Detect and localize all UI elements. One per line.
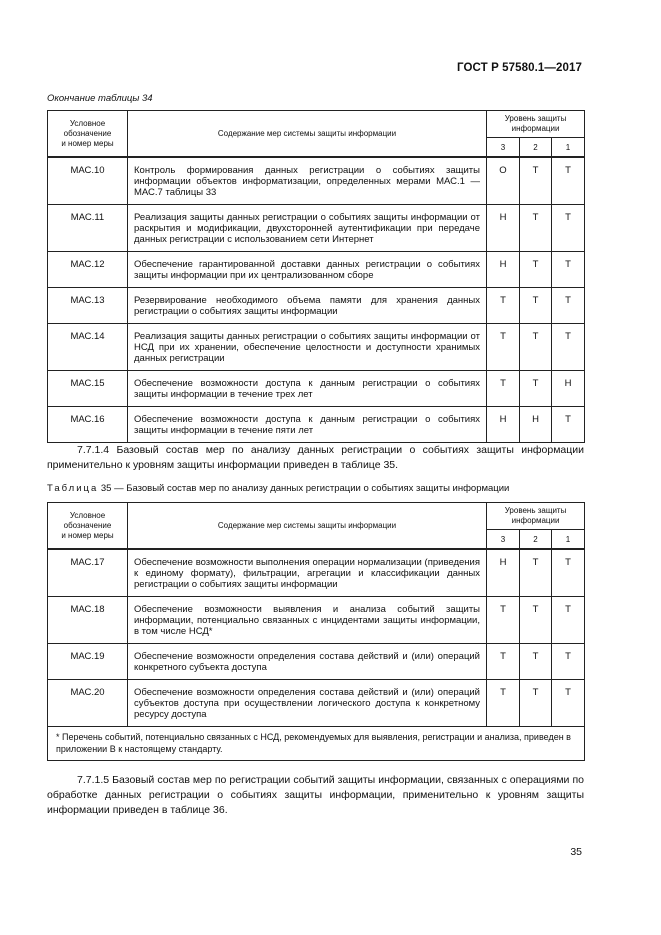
measure-code: МАС.11	[48, 205, 128, 252]
level-3-value: Т	[487, 644, 520, 680]
measure-code: МАС.15	[48, 371, 128, 407]
level-3-value: Т	[487, 371, 520, 407]
paragraph-7-7-1-5	[47, 773, 584, 818]
table-35	[47, 502, 585, 761]
level-2-value: Т	[520, 324, 552, 371]
level-3-value: Т	[487, 324, 520, 371]
column-header-level-3: 3	[487, 530, 520, 550]
paragraph-7-7-1-4	[47, 443, 584, 473]
table-row	[48, 157, 585, 205]
level-1-value: Т	[552, 288, 585, 324]
table-row	[48, 252, 585, 288]
level-2-value: Н	[520, 407, 552, 443]
table-row	[48, 644, 585, 680]
level-3-value: Н	[487, 205, 520, 252]
level-1-value: Т	[552, 680, 585, 727]
paragraph-text: 7.7.1.5 Базовый состав мер по регистрации событий защиты информации, связанных с операциями по обработке данных регистрации о событиях защиты информации, применительно к уровням защиты информации приведен в таблице 36.	[47, 774, 584, 816]
level-1-value: Т	[552, 407, 585, 443]
level-2-value: Т	[520, 252, 552, 288]
level-2-value: Т	[520, 597, 552, 644]
column-header-level-2: 2	[520, 530, 552, 550]
page-number: 35	[570, 846, 582, 858]
level-1-value: Т	[552, 644, 585, 680]
level-1-value: Т	[552, 597, 585, 644]
measure-code: МАС.14	[48, 324, 128, 371]
table-35-caption-label: Таблица	[47, 483, 99, 494]
table-row	[48, 680, 585, 727]
column-header-level-2: 2	[520, 138, 552, 158]
table-footnote: * Перечень событий, потенциально связанных с НСД, рекомендуемых для выявления, регистрации и анализа, приведен в приложении В к настоящему стандарту.	[48, 727, 585, 761]
column-header-code: Условное обозначение и номер меры	[48, 503, 128, 550]
level-3-value: Т	[487, 597, 520, 644]
table-footnote-row	[48, 727, 585, 761]
level-2-value: Т	[520, 644, 552, 680]
level-1-value: Т	[552, 252, 585, 288]
measure-content: Реализация защиты данных регистрации о событиях защиты информации от НСД при их хранении, обеспечение целостности и доступности хранимых данных регистрации	[128, 324, 487, 371]
level-3-value: Н	[487, 252, 520, 288]
document-header-title: ГОСТ Р 57580.1—2017	[457, 62, 582, 74]
level-3-value: Н	[487, 407, 520, 443]
table-row	[48, 597, 585, 644]
table-34-caption: Окончание таблицы 34	[47, 93, 153, 104]
level-3-value: Н	[487, 549, 520, 597]
level-1-value: Т	[552, 205, 585, 252]
measure-content: Обеспечение гарантированной доставки данных регистрации о событиях защиты информации при их централизованном сборе	[128, 252, 487, 288]
table-row	[48, 324, 585, 371]
table-row	[48, 371, 585, 407]
measure-content: Обеспечение возможности выявления и анализа событий защиты информации, потенциально связанных с инцидентами защиты информации, в том числе НСД*	[128, 597, 487, 644]
level-2-value: Т	[520, 549, 552, 597]
column-header-level-3: 3	[487, 138, 520, 158]
measure-content: Контроль формирования данных регистрации о событиях защиты информации объектов информатизации, определенных мерами МАС.1 — МАС.7 таблицы 33	[128, 157, 487, 205]
level-1-value: Т	[552, 549, 585, 597]
measure-code: МАС.18	[48, 597, 128, 644]
measure-content: Резервирование необходимого объема памяти для хранения данных регистрации о событиях защиты информации	[128, 288, 487, 324]
measure-content: Обеспечение возможности определения состава действий и (или) операций конкретного субъекта доступа	[128, 644, 487, 680]
level-2-value: Т	[520, 288, 552, 324]
column-header-content: Содержание мер системы защиты информации	[128, 503, 487, 550]
level-1-value: Т	[552, 157, 585, 205]
paragraph-text: 7.7.1.4 Базовый состав мер по анализу данных регистрации о событиях защиты информации применительно к уровням защиты информации приведен в таблице 35.	[47, 444, 584, 471]
table-34	[47, 110, 585, 443]
column-header-content: Содержание мер системы защиты информации	[128, 111, 487, 158]
table-35-caption-text: 35 — Базовый состав мер по анализу данных регистрации о событиях защиты информации	[100, 483, 510, 494]
column-header-level-1: 1	[552, 138, 585, 158]
table-row	[48, 549, 585, 597]
level-1-value: Н	[552, 371, 585, 407]
measure-content: Обеспечение возможности доступа к данным регистрации о событиях защиты информации в течение трех лет	[128, 371, 487, 407]
measure-code: МАС.12	[48, 252, 128, 288]
level-2-value: Т	[520, 205, 552, 252]
level-3-value: Т	[487, 680, 520, 727]
table-row	[48, 205, 585, 252]
column-header-level-1: 1	[552, 530, 585, 550]
table-35-caption	[47, 483, 509, 494]
measure-content: Реализация защиты данных регистрации о событиях защиты информации от раскрытия и модификации, двухсторонней аутентификации при передаче данных регистрации с использованием сети Интернет	[128, 205, 487, 252]
measure-code: МАС.17	[48, 549, 128, 597]
level-2-value: Т	[520, 680, 552, 727]
column-header-level: Уровень защиты информации	[487, 111, 585, 138]
level-3-value: Т	[487, 288, 520, 324]
measure-content: Обеспечение возможности доступа к данным регистрации о событиях защиты информации в течение пяти лет	[128, 407, 487, 443]
level-2-value: Т	[520, 371, 552, 407]
level-3-value: О	[487, 157, 520, 205]
column-header-code: Условное обозначение и номер меры	[48, 111, 128, 158]
measure-content: Обеспечение возможности выполнения операции нормализации (приведения к единому формату), фильтрации, агрегации и классификации данных регистрации о событиях защиты информации	[128, 549, 487, 597]
measure-code: МАС.16	[48, 407, 128, 443]
measure-code: МАС.10	[48, 157, 128, 205]
table-row	[48, 288, 585, 324]
measure-code: МАС.20	[48, 680, 128, 727]
measure-code: МАС.19	[48, 644, 128, 680]
table-row	[48, 407, 585, 443]
measure-code: МАС.13	[48, 288, 128, 324]
column-header-level: Уровень защиты информации	[487, 503, 585, 530]
measure-content: Обеспечение возможности определения состава действий и (или) операций субъектов доступа при осуществлении логического доступа к конкретному ресурсу доступа	[128, 680, 487, 727]
level-1-value: Т	[552, 324, 585, 371]
level-2-value: Т	[520, 157, 552, 205]
